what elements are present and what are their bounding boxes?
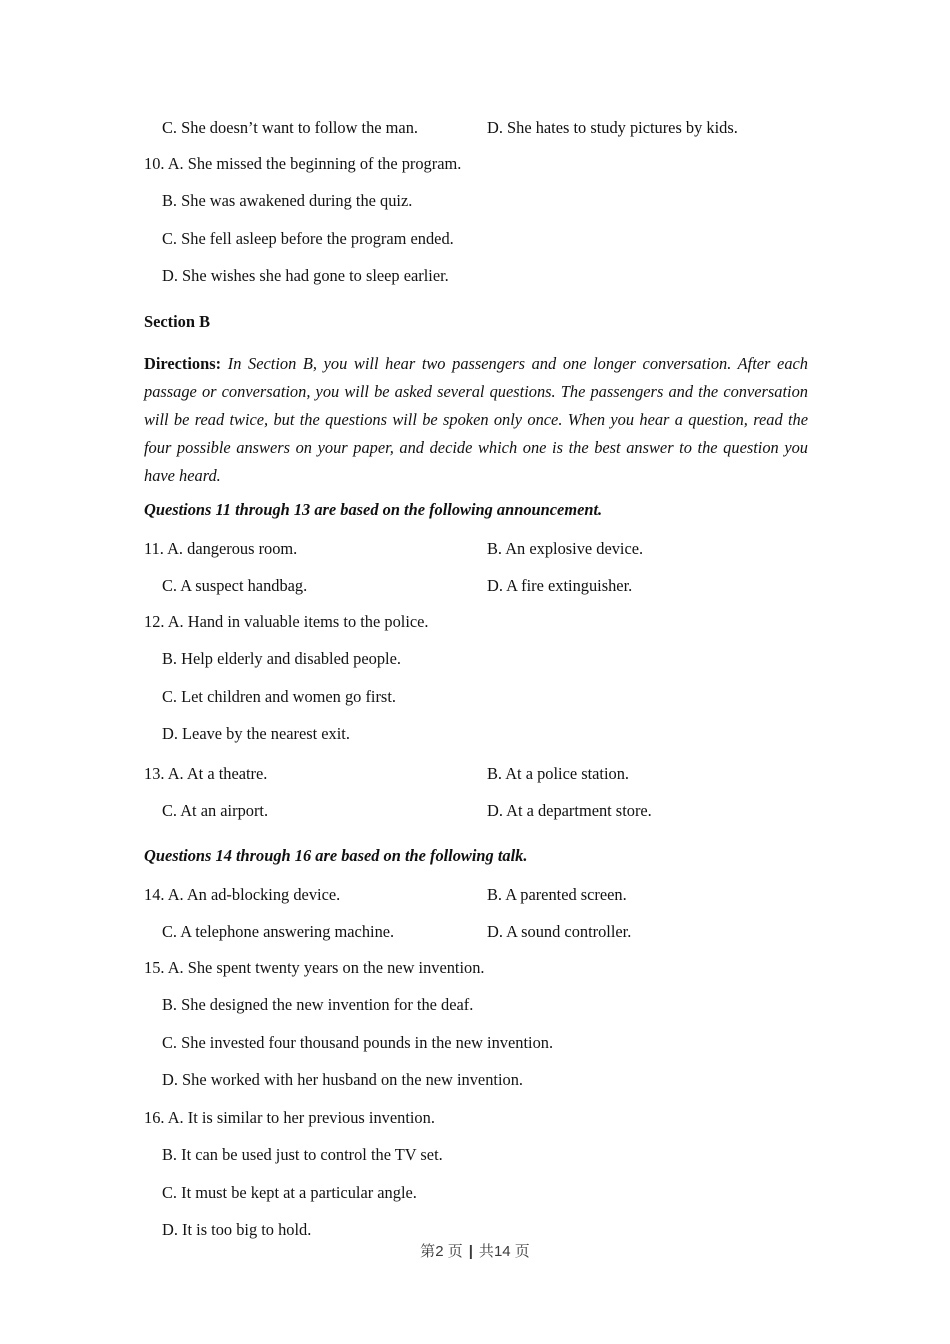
page-footer xyxy=(0,1240,950,1261)
question-14-option-c: C. A telephone answering machine. xyxy=(162,922,395,942)
page-content xyxy=(144,118,808,1260)
question-13-options-cd-row xyxy=(144,801,808,839)
question-16-option-c: C. It must be kept at a particular angle. xyxy=(162,1182,417,1202)
question-16-option-a-row xyxy=(144,1107,808,1148)
question-13-option-c: C. At an airport. xyxy=(162,801,269,821)
footer-page-unit: 页 xyxy=(447,1243,463,1260)
question-10-number: 10. xyxy=(144,153,165,173)
question-14-option-a: A. An ad-blocking device. xyxy=(167,884,341,904)
question-15-number: 15. xyxy=(144,957,165,977)
question-15-option-a-row xyxy=(144,957,808,998)
question-13-option-a: A. At a theatre. xyxy=(167,763,268,783)
question-11-number-and-option-a xyxy=(144,539,297,559)
question-14-options-cd-row xyxy=(144,922,808,960)
question-11-option-d: D. A fire extinguisher. xyxy=(487,576,633,596)
question-11-options-cd-row xyxy=(144,576,808,614)
section-b-heading: Section B xyxy=(144,311,211,331)
question-10-option-a: A. She missed the beginning of the program. xyxy=(167,153,462,173)
section-b-directions xyxy=(144,350,808,491)
footer-page-number: 2 xyxy=(435,1243,444,1260)
question-14-options-ab-row xyxy=(144,885,808,923)
footer-total-pages: 14 xyxy=(493,1243,511,1260)
question-13-option-d: D. At a department store. xyxy=(487,801,652,821)
footer-page-prefix: 第 xyxy=(420,1243,436,1260)
question-14-option-b: B. A parented screen. xyxy=(487,884,627,904)
question-14-number-and-option-a xyxy=(144,885,340,905)
question-13-options-ab-row xyxy=(144,764,808,802)
question-11-option-b: B. An explosive device. xyxy=(487,538,644,558)
question-12-option-c: C. Let children and women go first. xyxy=(162,686,396,706)
question-13-number: 13. xyxy=(144,763,165,783)
question-9-options-cd-row xyxy=(144,118,808,156)
questions-11-13-heading: Questions 11 through 13 are based on the following announcement. xyxy=(144,499,603,519)
question-10-option-a-row xyxy=(144,153,808,194)
footer-total-prefix: 共 xyxy=(478,1243,494,1260)
question-11-number: 11. xyxy=(144,538,164,558)
question-12-option-d: D. Leave by the nearest exit. xyxy=(162,724,350,744)
question-15-option-a: A. She spent twenty years on the new invention. xyxy=(167,957,485,977)
question-16-option-a: A. It is similar to her previous invention. xyxy=(167,1107,435,1127)
question-9-option-c: C. She doesn’t want to follow the man. xyxy=(162,118,418,137)
question-10-option-c: C. She fell asleep before the program ended. xyxy=(162,228,454,248)
question-12-option-b: B. Help elderly and disabled people. xyxy=(162,649,401,669)
question-12-option-a-row xyxy=(144,611,808,652)
directions-body: In Section B, you will hear two passengers and one longer conversation. After each passage or conversation, you will be asked several questions. The passengers and the conversation will be read twice, but the questions will be spoken only once. When you hear a question, read the four possible answers on your paper, and decide which one is the best answer to the question you have heard. xyxy=(144,353,808,486)
question-11-option-a: A. dangerous room. xyxy=(167,538,298,558)
footer-total-unit: 页 xyxy=(514,1243,530,1260)
question-14-number: 14. xyxy=(144,884,165,904)
question-15-option-b: B. She designed the new invention for the deaf. xyxy=(162,995,474,1015)
question-11-options-ab-row xyxy=(144,539,808,577)
question-12-option-a: A. Hand in valuable items to the police. xyxy=(167,611,429,631)
question-13-number-and-option-a xyxy=(144,764,267,784)
question-11-option-c: C. A suspect handbag. xyxy=(162,576,308,596)
question-15-option-c: C. She invested four thousand pounds in the new invention. xyxy=(162,1032,554,1052)
question-13-option-b: B. At a police station. xyxy=(487,763,630,783)
question-10-option-d: D. She wishes she had gone to sleep earlier. xyxy=(162,266,449,285)
question-12-number: 12. xyxy=(144,611,165,631)
footer-separator: | xyxy=(468,1243,473,1260)
directions-label: Directions: xyxy=(144,353,222,373)
question-16-number: 16. xyxy=(144,1107,165,1127)
question-15-option-d: D. She worked with her husband on the new invention. xyxy=(162,1070,523,1090)
question-16-option-b: B. It can be used just to control the TV set. xyxy=(162,1145,443,1165)
question-10-option-b: B. She was awakened during the quiz. xyxy=(162,191,413,210)
question-16-option-d: D. It is too big to hold. xyxy=(162,1220,312,1240)
question-9-option-d: D. She hates to study pictures by kids. xyxy=(487,118,738,137)
questions-14-16-heading: Questions 14 through 16 are based on the following talk. xyxy=(144,845,528,865)
question-14-option-d: D. A sound controller. xyxy=(487,922,632,942)
